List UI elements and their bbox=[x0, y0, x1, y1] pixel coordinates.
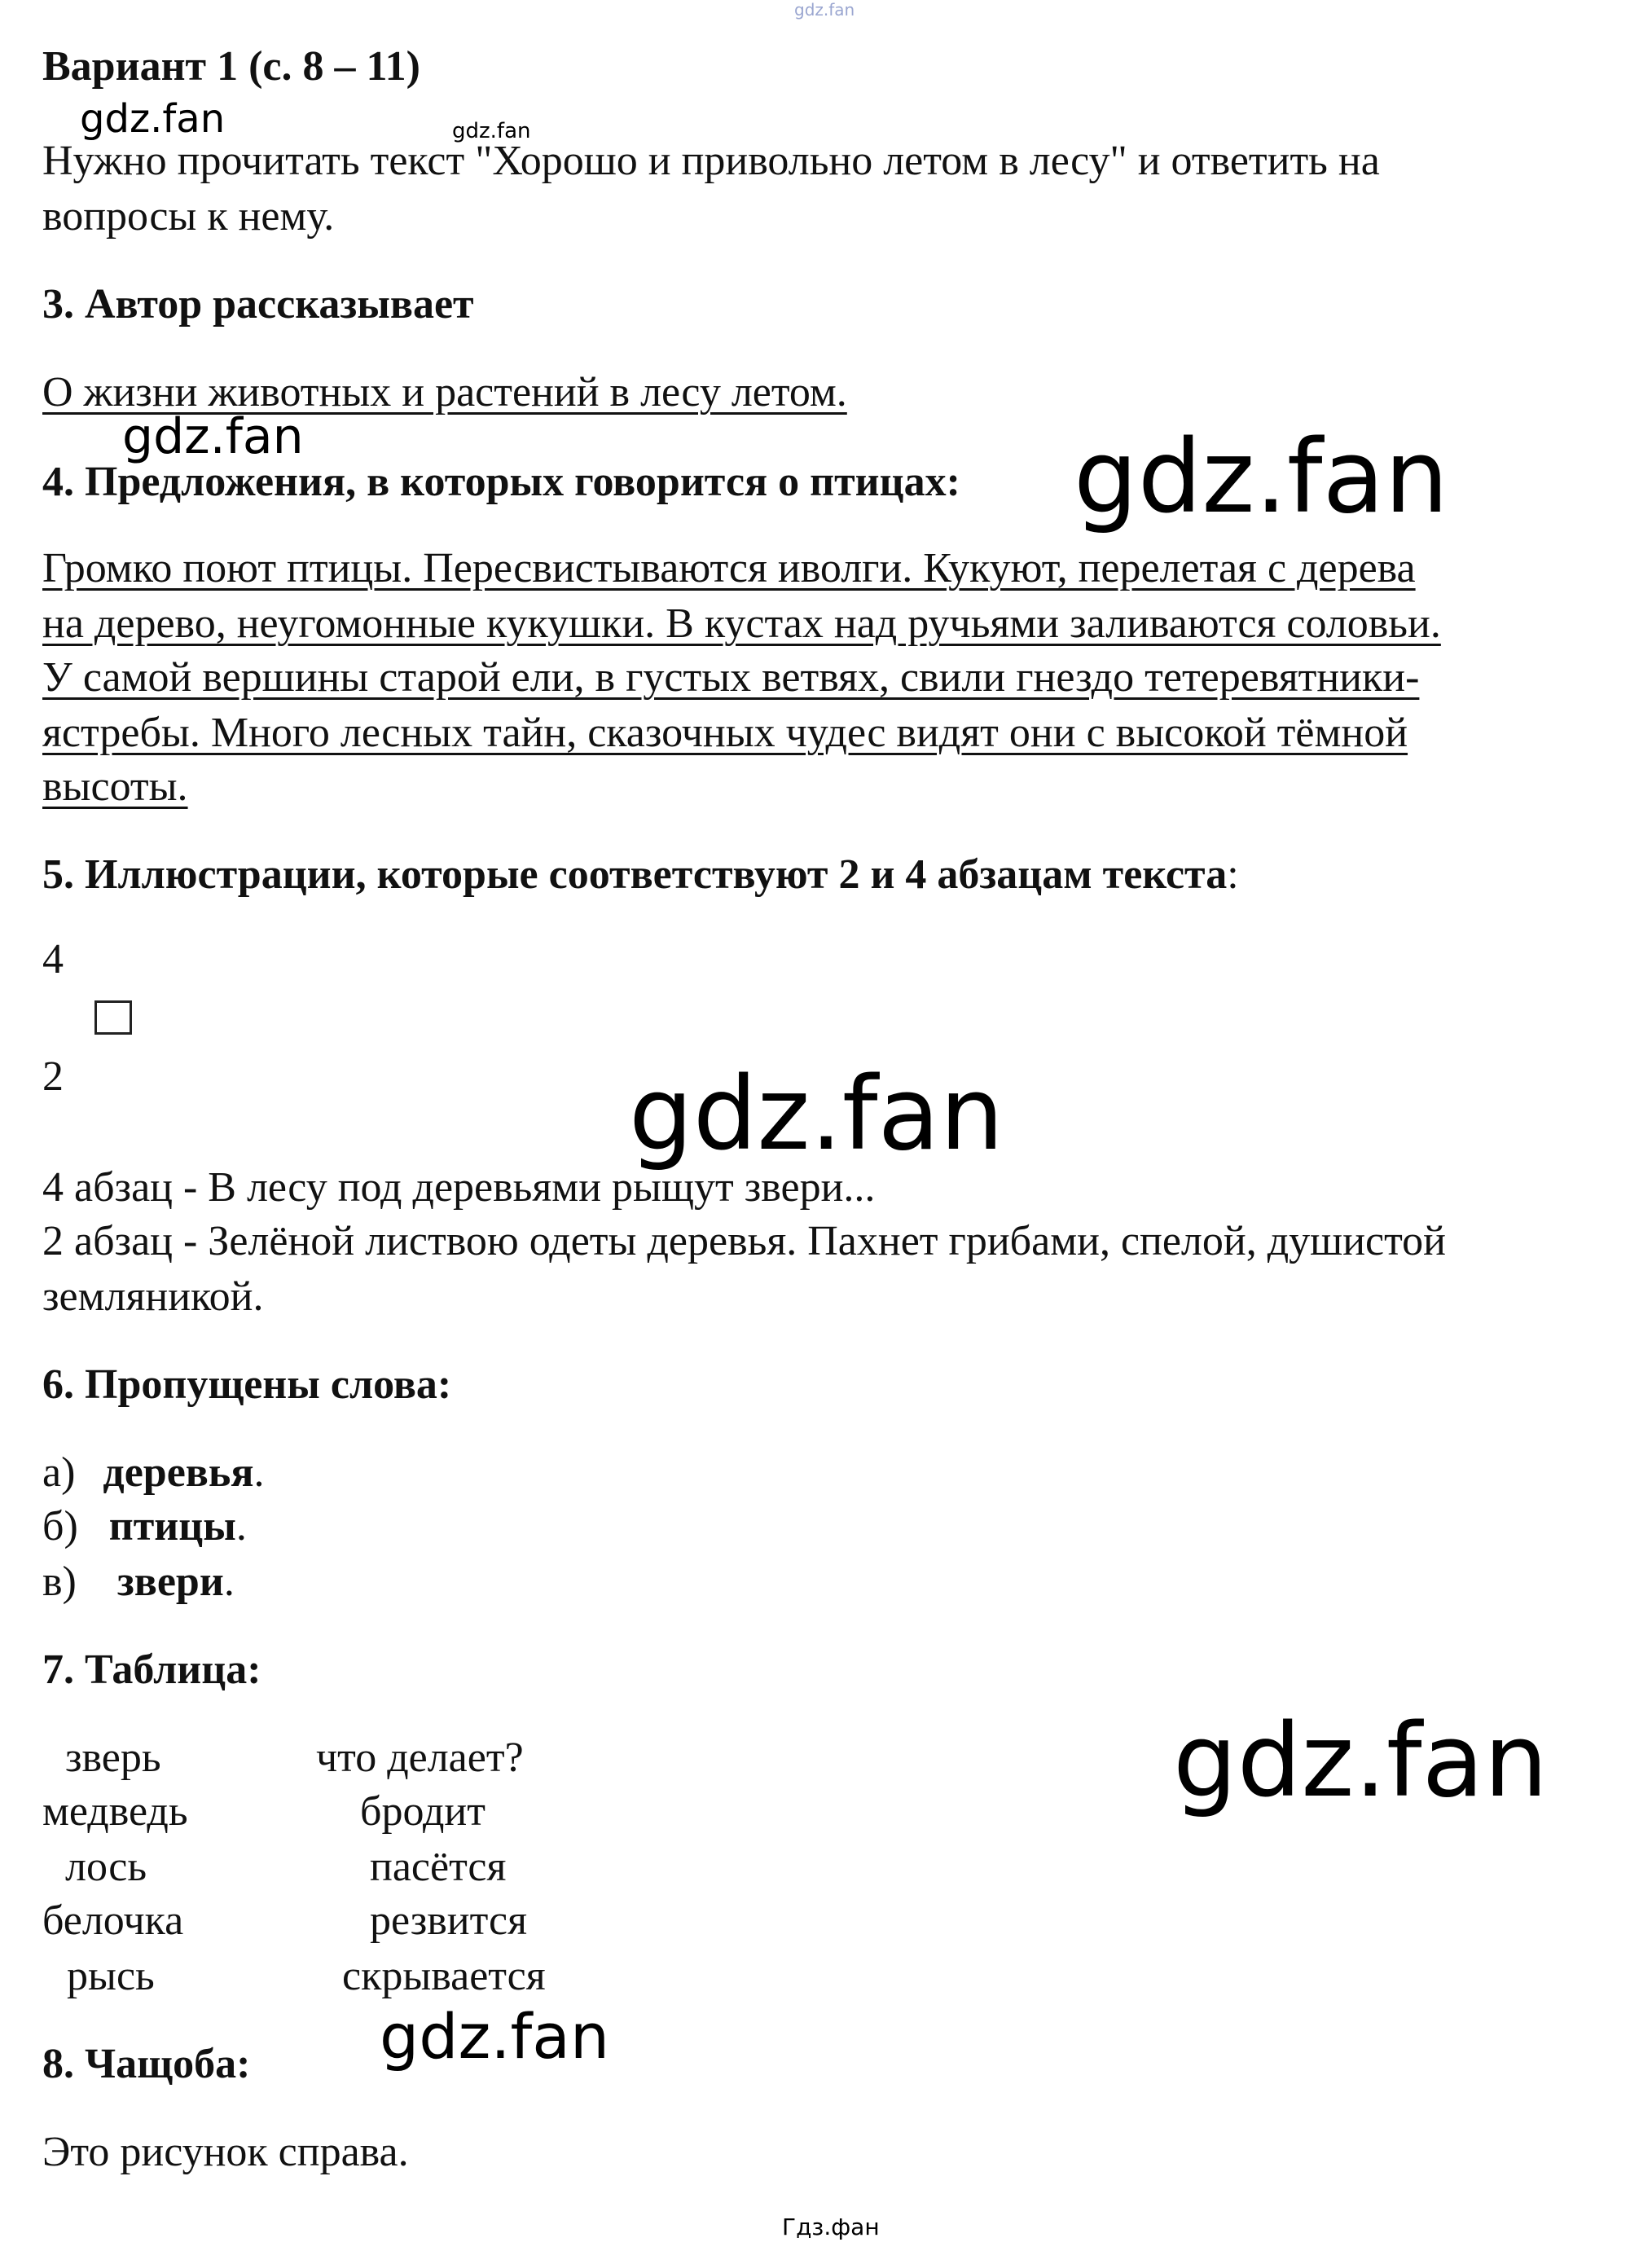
illustration-checkbox[interactable] bbox=[94, 1000, 132, 1035]
q5-answer-line: 2 абзац - Зелёной листвою одеты деревья. Пахнет грибами, спелой, душистой bbox=[42, 1218, 1446, 1264]
watermark-tiny: gdz.fan bbox=[794, 0, 855, 20]
table-cell-action: скрывается bbox=[342, 1953, 546, 1999]
table-cell-action: пасётся bbox=[370, 1844, 507, 1890]
q4-answer-line: ястребы. Много лесных тайн, сказочных чудес видят они с высокой тёмной bbox=[42, 710, 1408, 756]
intro-line-2: вопросы к нему. bbox=[42, 193, 335, 240]
q6-item bbox=[42, 1554, 235, 1610]
q6-item-punct: . bbox=[235, 1503, 247, 1550]
q7-heading: 7. Таблица: bbox=[42, 1646, 261, 1693]
table-cell-animal: рысь bbox=[67, 1953, 155, 1999]
footer-watermark: Гдз.фан bbox=[782, 2214, 880, 2240]
intro-line-1: Нужно прочитать текст "Хорошо и привольно летом в лесу" и ответить на bbox=[42, 138, 1380, 184]
q6-item-word: звери bbox=[116, 1559, 224, 1605]
q6-item-word: деревья bbox=[103, 1449, 254, 1496]
q4-answer-line: высоты. bbox=[42, 763, 188, 810]
q6-item-letter: а) bbox=[42, 1449, 76, 1496]
q6-item-punct: . bbox=[253, 1449, 265, 1496]
q6-item bbox=[42, 1445, 265, 1501]
q4-answer-line: У самой вершины старой ели, в густых ветвях, свили гнездо тетеревятники- bbox=[42, 654, 1420, 701]
q8-heading: 8. Чащоба: bbox=[42, 2041, 251, 2087]
table-cell-action: бродит bbox=[360, 1788, 485, 1835]
q4-heading: 4. Предложения, в которых говорится о птицах: bbox=[42, 459, 960, 505]
watermark: gdz.fan bbox=[1074, 419, 1449, 536]
q5-answer-line: земляникой. bbox=[42, 1273, 264, 1320]
table-cell-animal: лось bbox=[65, 1844, 147, 1890]
q3-answer: О жизни животных и растений в лесу летом. bbox=[42, 369, 847, 415]
watermark: gdz.fan bbox=[380, 2000, 610, 2073]
q3-heading: 3. Автор рассказывает bbox=[42, 281, 474, 328]
table-header-action: что делает? bbox=[316, 1734, 524, 1781]
q5-heading: 5. Иллюстрации, которые соответствуют 2 и 4 абзацам текста bbox=[42, 851, 1228, 898]
watermark: gdz.fan bbox=[80, 96, 226, 142]
watermark: gdz.fan bbox=[452, 119, 531, 143]
table-cell-animal: белочка bbox=[42, 1897, 184, 1944]
q4-answer-line: на дерево, неугомонные кукушки. В кустах над ручьями заливаются соловьи. bbox=[42, 600, 1441, 647]
q6-item-letter: б) bbox=[42, 1503, 78, 1550]
q4-answer-line: Громко поют птицы. Пересвистываются иволги. Кукуют, перелетая с дерева bbox=[42, 545, 1416, 591]
q5-heading-row bbox=[42, 847, 1239, 903]
illustration-number-top: 4 bbox=[42, 936, 64, 983]
page-title: Вариант 1 (с. 8 – 11) bbox=[42, 43, 420, 90]
table-cell-action: резвится bbox=[370, 1897, 527, 1944]
q6-item-punct: . bbox=[223, 1559, 235, 1605]
q6-item-word: птицы bbox=[108, 1503, 236, 1550]
q5-heading-colon: : bbox=[1227, 851, 1239, 898]
watermark: gdz.fan bbox=[629, 1056, 1004, 1173]
illustration-number-bottom: 2 bbox=[42, 1053, 64, 1100]
table-cell-animal: медведь bbox=[42, 1788, 188, 1835]
q6-item-letter: в) bbox=[42, 1559, 77, 1605]
q6-heading: 6. Пропущены слова: bbox=[42, 1361, 452, 1408]
q5-answer-line: 4 абзац - В лесу под деревьями рыщут звери... bbox=[42, 1164, 876, 1211]
q8-answer: Это рисунок справа. bbox=[42, 2129, 409, 2175]
watermark: gdz.fan bbox=[1173, 1703, 1549, 1820]
watermark: gdz.fan bbox=[122, 408, 304, 465]
q6-item bbox=[42, 1499, 247, 1554]
table-header-animal: зверь bbox=[65, 1734, 161, 1781]
